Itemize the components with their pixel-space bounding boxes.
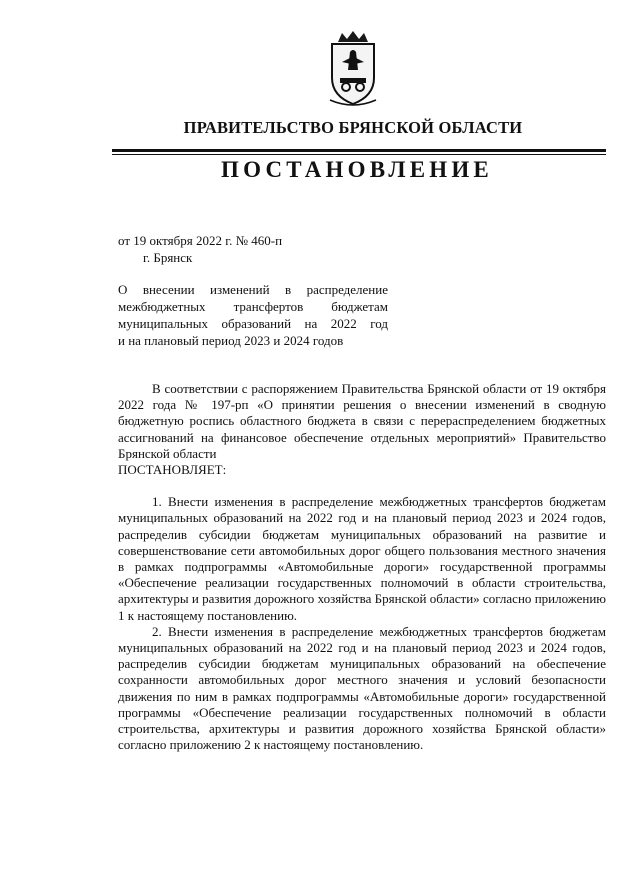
document-meta xyxy=(118,232,282,266)
subject-line: О внесении изменений в распределение xyxy=(118,282,388,297)
resolves-heading: ПОСТАНОВЛЯЕТ: xyxy=(118,462,227,478)
subject-line: межбюджетных трансфертов бюджетам xyxy=(118,299,388,314)
coat-of-arms-icon xyxy=(328,30,378,106)
subject-line: и на плановый период 2023 и 2024 годов xyxy=(118,333,344,348)
item-1-paragraph: 1. Внести изменения в распределение межбюджетных трансфертов бюджетам муниципальных образований на 2022 год и на плановый период 2023 и 2024 годов, распределив субсидии бюджетам муниципальных образований на развитие и совершенствование сети автомобильных дорог общего пользования местного значения в рамках подпрограммы «Автомобильные дороги» государственной программы «Обеспечение реализации государственных полномочий в области строительства, архитектуры и развития дорожного хозяйства Брянской области» согласно приложению 1 к настоящему постановлению. xyxy=(118,494,606,623)
subject-line: муниципальных образований на 2022 год xyxy=(118,316,388,331)
date-and-number: от 19 октября 2022 г. № 460-п xyxy=(118,233,283,248)
header-rule-thin xyxy=(112,154,606,155)
header-rule-thick xyxy=(112,149,606,152)
document-type-title: ПОСТАНОВЛЕНИЕ xyxy=(221,157,493,182)
item-2-paragraph: 2. Внести изменения в распределение межбюджетных трансфертов бюджетам муниципальных образований на 2022 год и на плановый период 2023 и 2024 годов, распределив субсидии бюджетам муниципальных образований на обеспечение сохранности автомобильных дорог местного значения и условий безопасности движения по ним в рамках подпрограммы «Автомобильные дороги» государственной программы «Обеспечение реализации государственных полномочий в области строительства, архитектуры и развития дорожного хозяйства Брянской области» согласно приложению 2 к настоящему постановлению. xyxy=(118,623,606,753)
preamble-paragraph: В соответствии с распоряжением Правительства Брянской области от 19 октября 2022 года № 197-рп «О принятии решения о внесении изменений в сводную бюджетную роспись областного бюджета в связи с перераспределением бюджетных ассигнований на финансовое обеспечение отдельных мероприятий» Правительство Брянской области xyxy=(118,381,606,461)
document-body xyxy=(118,381,606,753)
city: г. Брянск xyxy=(143,250,193,265)
document-subject xyxy=(118,281,388,349)
organization-title: ПРАВИТЕЛЬСТВО БРЯНСКОЙ ОБЛАСТИ xyxy=(183,118,523,137)
